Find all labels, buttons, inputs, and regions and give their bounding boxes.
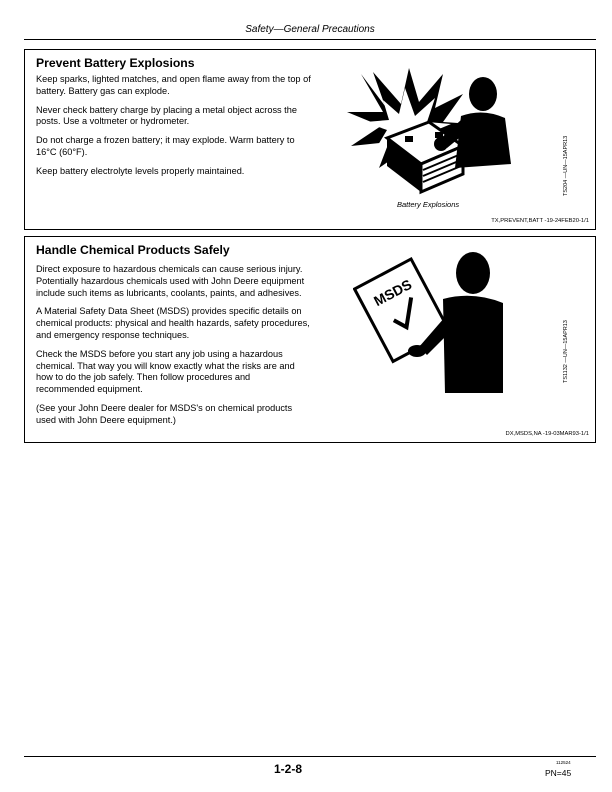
figure-caption: Battery Explosions <box>397 200 460 209</box>
paragraph: (See your John Deere dealer for MSDS's on chemical products used with John Deere equipment.) <box>36 402 293 425</box>
chemical-products-section <box>24 236 596 443</box>
page-number: 1-2-8 <box>273 762 302 776</box>
header-rule <box>24 39 596 40</box>
section-text <box>36 74 311 185</box>
paragraph: Keep battery electrolyte levels properly maintained. <box>36 165 245 176</box>
paragraph: Keep sparks, lighted matches, and open flame away from the top of battery. Battery gas can explode. <box>36 74 311 96</box>
paragraph: Do not charge a frozen battery; it may explode. Warm battery to 16°C (60°F). <box>36 135 295 157</box>
paragraph: A Material Safety Data Sheet (MSDS) provides specific details on chemical products: physical and health hazards, safety procedures, and emergency response techniques. <box>36 306 310 340</box>
pn-number: PN=45 <box>545 768 572 778</box>
msds-label: MSDS <box>371 276 415 310</box>
reference-code: DX,MSDS,NA -19-03MAR93-1/1 <box>505 431 589 437</box>
section-title: Handle Chemical Products Safely <box>36 243 230 257</box>
page-header-title: Safety—General Precautions <box>245 24 375 35</box>
battery-explosion-illustration <box>343 64 523 204</box>
msds-illustration <box>353 247 513 397</box>
paragraph: Direct exposure to hazardous chemicals can cause serious injury. Potentially hazardous chemicals used with John Deere equipment include such items as lubricants, coolants, paints, and adhesives. <box>36 264 305 298</box>
footer-rule <box>24 756 596 757</box>
person-head <box>456 252 490 294</box>
figure-code: TS204 —UN—15APR13 <box>563 135 569 196</box>
reference-code: TX,PREVENT,BATT -19-24FEB20-1/1 <box>491 218 589 224</box>
battery-explosion-section <box>24 49 596 230</box>
section-title: Prevent Battery Explosions <box>36 56 195 70</box>
paragraph: Never check battery charge by placing a metal object across the posts. Use a voltmeter or hydrometer. <box>36 104 297 127</box>
section-text <box>36 264 311 434</box>
paragraph: Check the MSDS before you start any job using a hazardous chemical. That way you will know exactly what the risks are and how to do the job safely. Then follow procedures and recommended equipment. <box>36 348 295 395</box>
footer-small-code: 112524 <box>556 760 571 765</box>
figure-code: TS1132 —UN—15APR13 <box>563 320 569 383</box>
